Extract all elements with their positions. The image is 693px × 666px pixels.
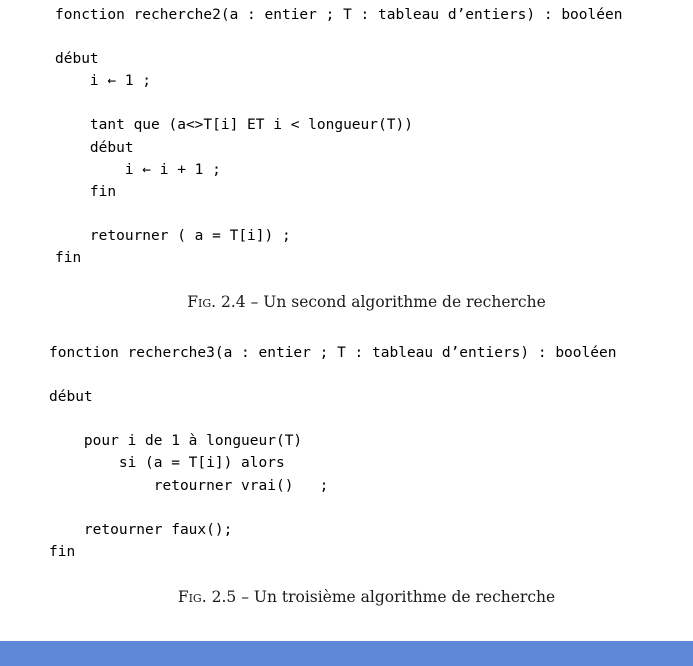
code-line: retourner vrai() ; <box>49 477 329 494</box>
code-line: début <box>55 139 134 156</box>
code-line: retourner faux(); <box>49 521 233 538</box>
caption-text: Un second algorithme de recherche <box>263 293 546 311</box>
caption-text: Un troisième algorithme de recherche <box>253 588 556 606</box>
figure-caption-2-5 <box>20 588 693 606</box>
code-listing-recherche3 <box>49 342 616 563</box>
figure-caption-2-4 <box>20 293 693 311</box>
code-line <box>49 364 616 386</box>
code-line: fin <box>49 543 76 560</box>
code-line <box>49 408 616 430</box>
caption-number: 2.4 <box>221 293 246 311</box>
code-line <box>49 497 616 519</box>
code-line: fin <box>55 183 117 200</box>
code-line: i ← i + 1 ; <box>55 161 221 178</box>
code-line: début <box>55 51 99 68</box>
caption-label: Fig. <box>177 588 207 606</box>
code-line: fin <box>55 250 82 267</box>
caption-dash: – <box>250 293 259 311</box>
code-line: retourner ( a = T[i]) ; <box>55 227 291 244</box>
code-line: i ← 1 ; <box>55 73 152 90</box>
code-line <box>55 26 622 48</box>
code-line: tant que (a<>T[i] ET i < longueur(T)) <box>55 117 413 134</box>
code-line: si (a = T[i]) alors <box>49 455 285 472</box>
caption-number: 2.5 <box>211 588 237 606</box>
code-line: début <box>49 389 93 406</box>
bottom-bar <box>0 641 693 666</box>
caption-label: Fig. <box>187 293 217 311</box>
code-listing-recherche2 <box>55 4 622 269</box>
code-line: fonction recherche2(a : entier ; T : tableau d’entiers) : booléen <box>55 7 623 23</box>
caption-dash: – <box>241 588 249 606</box>
code-line: pour i de 1 à longueur(T) <box>49 433 303 450</box>
code-line <box>55 92 622 114</box>
code-line <box>55 203 622 225</box>
code-line: fonction recherche3(a : entier ; T : tableau d’entiers) : booléen <box>49 345 617 361</box>
